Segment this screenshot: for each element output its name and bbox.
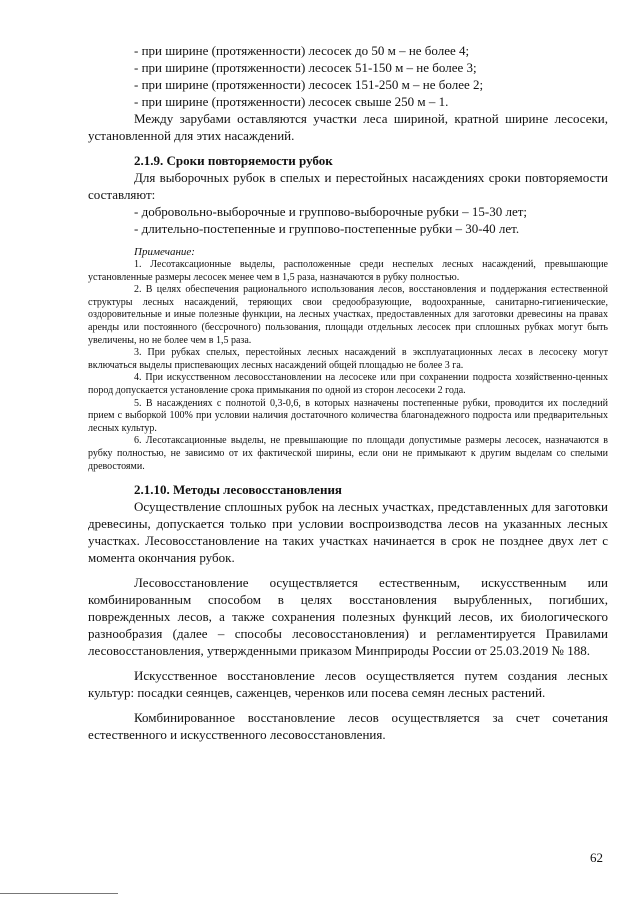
note-item: 3. При рубках спелых, перестойных лесных насаждений в эксплуатационных лесах в лесосеку могут включаться выделы приспевающих лесных насаждений общей площадью не более 3 га. — [88, 347, 608, 371]
section-heading-2-1-10: 2.1.10. Методы лесовосстановления — [134, 482, 342, 498]
footer-divider — [0, 893, 118, 894]
note-item: 1. Лесотаксационные выделы, расположенные среди неспелых лесных насаждений, превышающие установленные размеры лесосек менее чем в 1,5 раза, назначаются в рубку полностью. — [88, 259, 608, 283]
paragraph: Искусственное восстановление лесов осуществляется путем создания лесных культур: посадки сеянцев, саженцев, черенков или посева семян лесных растений. — [88, 668, 608, 701]
note-item: 2. В целях обеспечения рационального использования лесов, восстановления и поддержания естественной структуры лесных насаждений, теряющих свои средообразующие, водоохранные, санитарно-гигиенические, оздоровительные и иные полезные функции, на лесных участках, предоставленных для заготовки древесины на правах аренды или постоянного (бессрочного) пользования, площади отдельных лесосек при сплошных рубках могут быть увеличены, но не более чем в 1,5 раза. — [88, 284, 608, 346]
paragraph: Комбинированное восстановление лесов осуществляется за счет сочетания естественного и искусственного лесовосстановления. — [88, 710, 608, 743]
list-item: - добровольно-выборочные и группово-выборочные рубки – 15-30 лет; — [134, 204, 528, 219]
paragraph: Между зарубами оставляются участки леса шириной, кратной ширине лесосеки, установленной для этих насаждений. — [88, 111, 608, 143]
paragraph: Для выборочных рубок в спелых и перестойных насаждениях сроки повторяемости составляют: — [88, 170, 608, 202]
note-title: Примечание: — [134, 246, 195, 258]
section-heading-2-1-9: 2.1.9. Сроки повторяемости рубок — [134, 153, 333, 168]
list-item: - при ширине (протяженности) лесосек свыше 250 м – 1. — [134, 94, 449, 109]
note-item: 6. Лесотаксационные выделы, не превышающие по площади допустимые размеры лесосек, назначаются в рубку полностью, не зависимо от их фактической ширины, если они не примыкают к другим выделам со спелыми древостоями. — [88, 435, 608, 472]
list-item: - длительно-постепенные и группово-постепенные рубки – 30-40 лет. — [134, 221, 520, 236]
page-number: 62 — [590, 850, 603, 865]
note-item: 5. В насаждениях с полнотой 0,3-0,6, в которых назначены постепенные рубки, проводится их последний прием с выборкой 100% при условии наличия достаточного количества благонадежного подроста или предварительных лесных культур. — [88, 397, 608, 434]
note-item: 4. При искусственном лесовосстановлении на лесосеке или при сохранении подроста хозяйственно-ценных пород допускается установление срока примыкания по одной из сторон лесосеки 2 года. — [88, 372, 608, 396]
list-item: - при ширине (протяженности) лесосек 51-150 м – не более 3; — [134, 60, 477, 75]
page-content — [88, 42, 608, 743]
paragraph: Осуществление сплошных рубок на лесных участках, представленных для заготовки древесины, допускается только при условии воспроизводства лесов на указанных лесных участках. Лесовосстановление на таких участках начинается в срок не позднее двух лет с момента окончания рубок. — [88, 499, 608, 566]
list-item: - при ширине (протяженности) лесосек до 50 м – не более 4; — [134, 43, 470, 58]
list-item: - при ширине (протяженности) лесосек 151-250 м – не более 2; — [134, 77, 484, 92]
paragraph: Лесовосстановление осуществляется естественным, искусственным или комбинированным способом в целях восстановления вырубленных, погибших, поврежденных лесов, а также сохранения полезных функций лесов, их биологического разнообразия (далее – способы лесовосстановления) и регламентируется Правилами лесовосстановления, утвержденными приказом Минприроды России от 25.03.2019 № 188. — [88, 575, 608, 659]
